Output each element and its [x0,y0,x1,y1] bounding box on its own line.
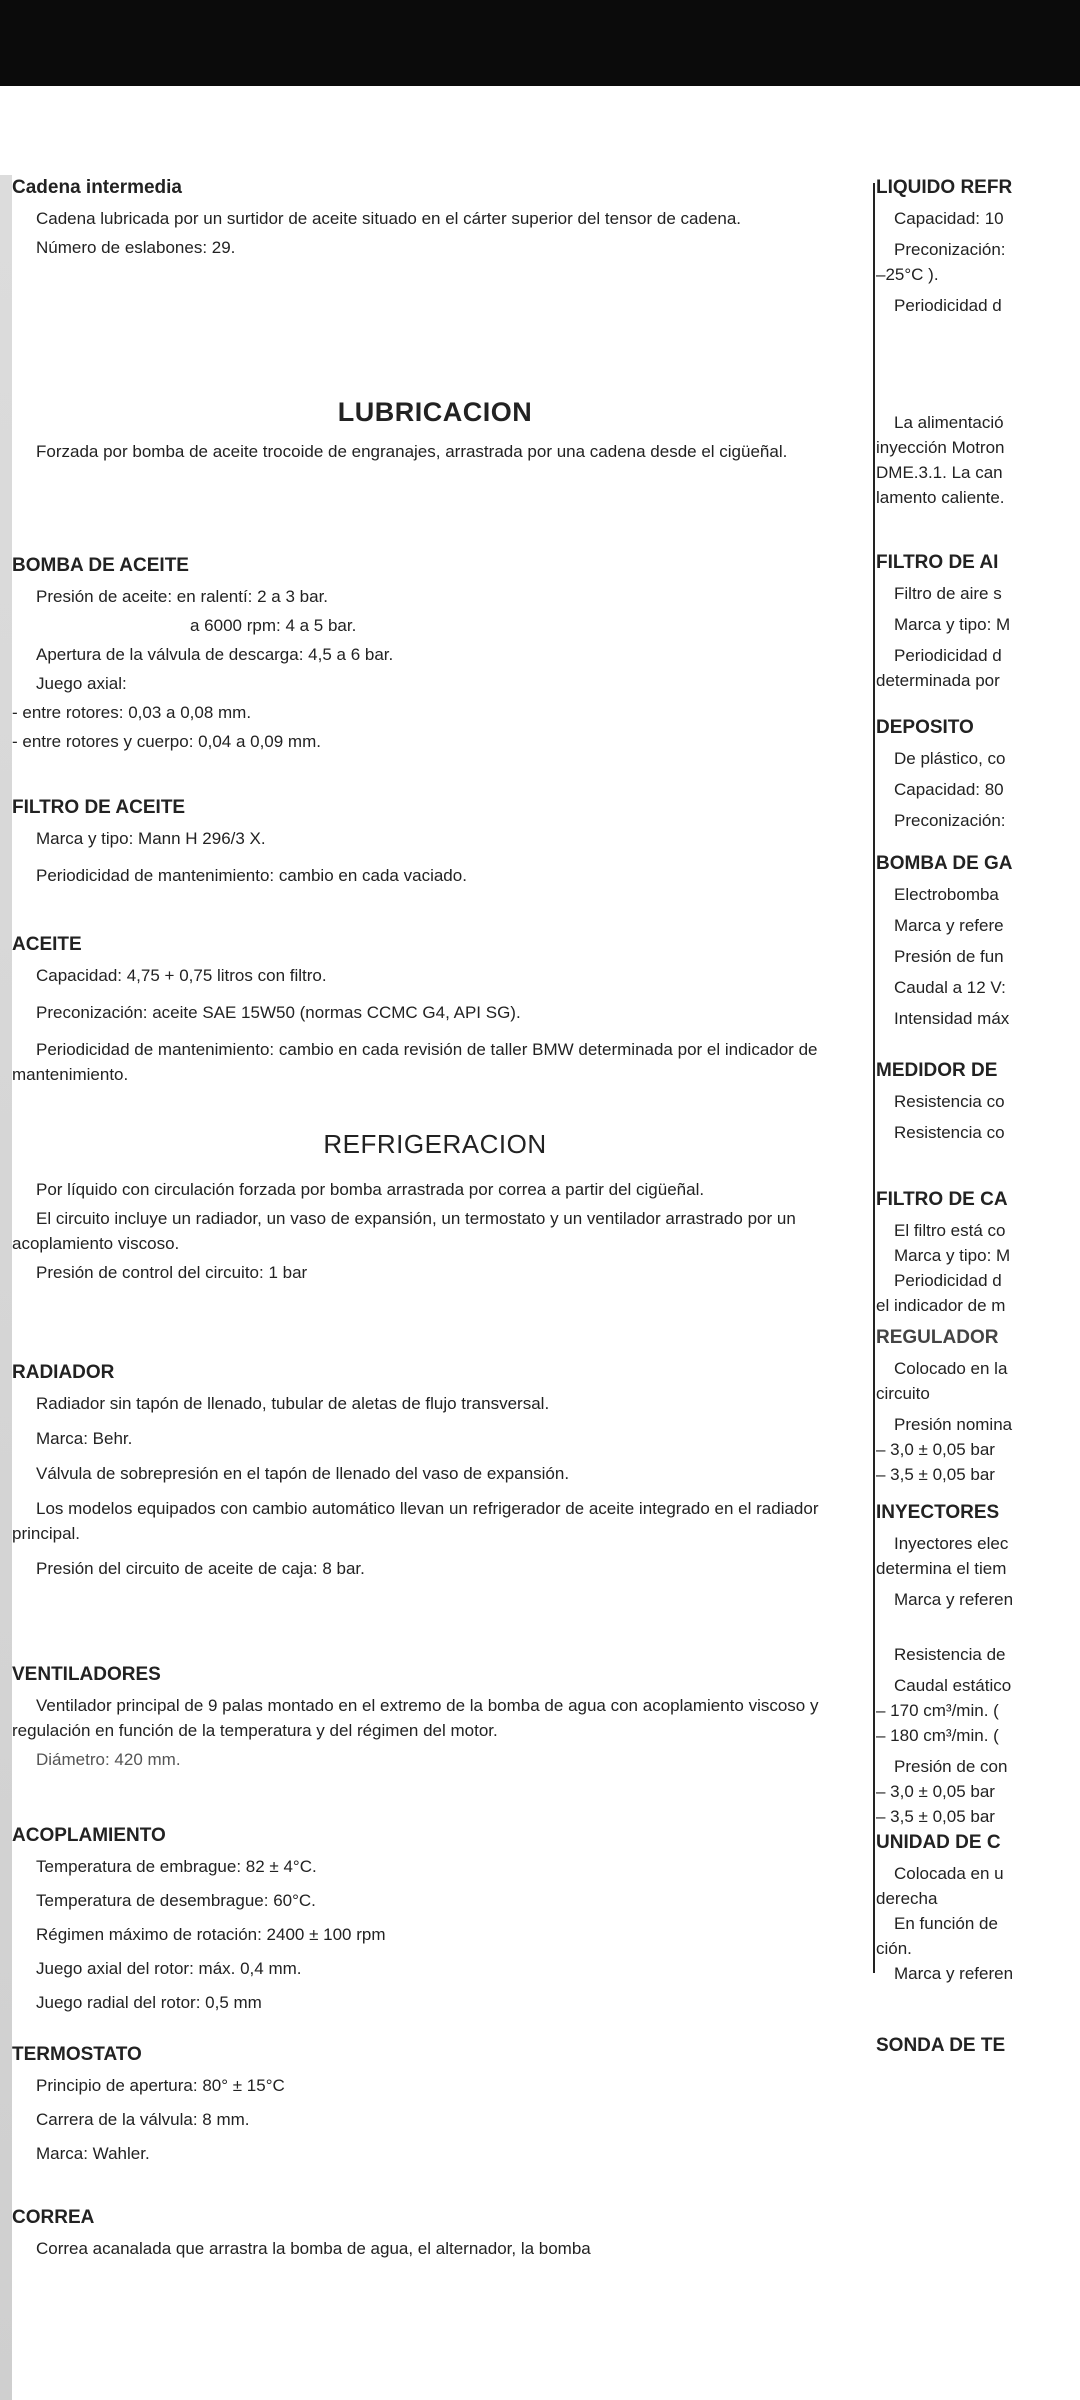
text-line: Resistencia de [894,1645,1006,1664]
text-line: derecha [876,1889,938,1908]
text-line: Temperatura de embrague: 82 ± 4°C. [36,1857,317,1876]
text-line: Marca y tipo: M [894,1246,1011,1265]
section-refrigeracion [12,1129,858,1289]
section-bomba-aceite [12,553,858,758]
section-title: FILTRO DE ACEITE [12,797,186,818]
paragraph: Los modelos equipados con cambio automático llevan un refrigerador de aceite integrado en el radiador principal. [12,1499,819,1543]
text-line: determina el tiem [876,1559,1007,1578]
section-filtro-aceite [12,795,858,892]
text-line: Periodicidad de mantenimiento: cambio en cada vaciado. [36,866,467,885]
text-line: Periodicidad d [894,1271,1002,1290]
section-title: DEPOSITO [876,717,974,738]
text-line: el indicador de m [876,1296,1006,1315]
paragraph: El circuito incluye un radiador, un vaso de expansión, un termostato y un ventilador arrastrado por un acoplamiento viscoso. [12,1209,796,1253]
text-line: – 170 cm³/min. ( [876,1701,999,1720]
text-line: determinada por [876,671,1000,690]
text-line: Filtro de aire s [894,584,1002,603]
text-line: Presión de con [894,1757,1008,1776]
text-line: Marca y tipo: M [894,615,1011,634]
section-title: FILTRO DE AI [876,552,999,573]
text-line: Juego axial: [36,674,127,693]
text-line: Principio de apertura: 80° ± 15°C [36,2076,285,2095]
text-line: El filtro está co [894,1221,1006,1240]
major-heading: LUBRICACION [337,397,533,427]
section-title: REGULADOR [876,1327,999,1348]
paragraph: Ventilador principal de 9 palas montado en el extremo de la bomba de agua con acoplamiento viscoso y regulación en función de la temperatura y del régimen del motor. [12,1696,819,1740]
text-line: ción. [876,1939,912,1958]
text-line: Marca: Behr. [36,1429,133,1448]
top-black-band [0,0,1080,86]
section-liquido [876,175,1080,324]
section-title: Cadena intermedia [12,177,182,198]
text-line: – 180 cm³/min. ( [876,1726,999,1745]
text-line: Electrobomba [894,885,999,904]
section-title: ACEITE [12,934,82,955]
section-unidad [876,1830,1080,1986]
text-line: Preconización: [894,240,1006,259]
section-filtro-aire [876,550,1080,699]
text-line: De plástico, co [894,749,1006,768]
text-line: –25°C ). [876,265,939,284]
text-line: Caudal a 12 V: [894,978,1006,997]
section-title: VENTILADORES [12,1664,161,1685]
section-title: FILTRO DE CA [876,1189,1008,1210]
section-bomba-gasolina [876,851,1080,1037]
text-line: Carrera de la válvula: 8 mm. [36,2110,250,2129]
text-line: Colocada en u [894,1864,1004,1883]
text-line: – 3,5 ± 0,05 bar [876,1807,995,1826]
text-line: Capacidad: 10 [894,209,1004,228]
text-line: – 3,0 ± 0,05 bar [876,1440,995,1459]
text-line: La alimentació [894,413,1004,432]
section-title: MEDIDOR DE [876,1060,998,1081]
text-line: Colocado en la [894,1359,1008,1378]
text-line: Presión del circuito de aceite de caja: 8 bar. [36,1559,365,1578]
text-line: Juego radial del rotor: 0,5 mm [36,1993,262,2012]
section-lubricacion [12,397,858,468]
paragraph: Presión de control del circuito: 1 bar [36,1263,308,1282]
text-line: Periodicidad d [894,296,1002,315]
text-line: a 6000 rpm: 4 a 5 bar. [190,616,357,635]
text-line: Intensidad máx [894,1009,1010,1028]
text-line: Válvula de sobrepresión en el tapón de llenado del vaso de expansión. [36,1464,570,1483]
paragraph: Número de eslabones: 29. [36,238,236,257]
text-line: Marca y referen [894,1964,1014,1983]
text-line: - entre rotores y cuerpo: 0,04 a 0,09 mm. [12,732,321,751]
text-line: circuito [876,1384,930,1403]
text-line: Diámetro: 420 mm. [36,1750,181,1769]
text-line: lamento caliente. [876,488,1005,507]
section-title: BOMBA DE ACEITE [12,555,189,576]
text-line: inyección Motron [876,438,1005,457]
text-line: Capacidad: 4,75 + 0,75 litros con filtro. [36,966,327,985]
section-title: RADIADOR [12,1362,115,1383]
text-line: Presión de fun [894,947,1004,966]
text-line: – 3,0 ± 0,05 bar [876,1782,995,1801]
text-line: Presión nomina [894,1415,1013,1434]
text-line: Apertura de la válvula de descarga: 4,5 a 6 bar. [36,645,394,664]
text-line: Resistencia co [894,1123,1005,1142]
major-heading: REFRIGERACION [323,1129,547,1159]
text-line: Preconización: aceite SAE 15W50 (normas CCMC G4, API SG). [36,1003,521,1022]
text-line: Marca: Wahler. [36,2144,150,2163]
text-line: Periodicidad d [894,646,1002,665]
right-column [868,175,1080,2400]
section-aceite [12,932,858,1091]
section-cadena [12,175,858,264]
text-line: Marca y tipo: Mann H 296/3 X. [36,829,266,848]
text-line: Juego axial del rotor: máx. 0,4 mm. [36,1959,302,1978]
section-title: BOMBA DE GA [876,853,1013,874]
text-line: Capacidad: 80 [894,780,1004,799]
left-column [0,175,858,2400]
text-line: – 3,5 ± 0,05 bar [876,1465,995,1484]
section-title: ACOPLAMIENTO [12,1825,166,1846]
text-line: Correa acanalada que arrastra la bomba de agua, el alternador, la bomba [36,2239,591,2258]
section-title: TERMOSTATO [12,2044,142,2065]
section-title: UNIDAD DE C [876,1832,1001,1853]
text-line: Marca y referen [894,1590,1014,1609]
text-line: - entre rotores: 0,03 a 0,08 mm. [12,703,252,722]
text-line: Régimen máximo de rotación: 2400 ± 100 rpm [36,1925,386,1944]
section-acoplamiento [12,1823,858,2019]
paragraph: Cadena lubricada por un surtidor de aceite situado en el cárter superior del tensor de cadena. [36,209,741,228]
text-line: Marca y refere [894,916,1004,935]
section-regulador [876,1325,1080,1487]
section-deposito [876,715,1080,839]
section-correa [12,2205,858,2265]
text-line: Preconización: [894,811,1006,830]
paragraph: Periodicidad de mantenimiento: cambio en cada revisión de taller BMW determinada por el indicador de mantenimiento. [12,1040,818,1084]
section-title: INYECTORES [876,1502,1000,1523]
section-radiador [12,1360,858,1585]
text-line: Inyectores elec [894,1534,1009,1553]
section-filtro-carburante [876,1187,1080,1324]
section-title: CORREA [12,2207,95,2228]
text-line: En función de [894,1914,998,1933]
text-line: Radiador sin tapón de llenado, tubular de aletas de flujo transversal. [36,1394,550,1413]
section-termostato [12,2042,858,2170]
text-line: Caudal estático [894,1676,1012,1695]
text-line: Resistencia co [894,1092,1005,1111]
section-alimentacion [876,410,1080,510]
section-sonda [876,2033,1080,2064]
text-line: DME.3.1. La can [876,463,1003,482]
section-inyectores [876,1500,1080,1829]
section-title: SONDA DE TE [876,2035,1006,2056]
text-line: Presión de aceite: en ralentí: 2 a 3 bar. [36,587,329,606]
section-medidor [876,1058,1080,1151]
text-line: Temperatura de desembrague: 60°C. [36,1891,316,1910]
section-ventiladores [12,1662,858,1776]
section-title: LIQUIDO REFR [876,177,1013,198]
paragraph: Por líquido con circulación forzada por bomba arrastrada por correa a partir del cigüeñal. [36,1180,705,1199]
paragraph: Forzada por bomba de aceite trocoide de engranajes, arrastrada por una cadena desde el cigüeñal. [36,442,788,461]
